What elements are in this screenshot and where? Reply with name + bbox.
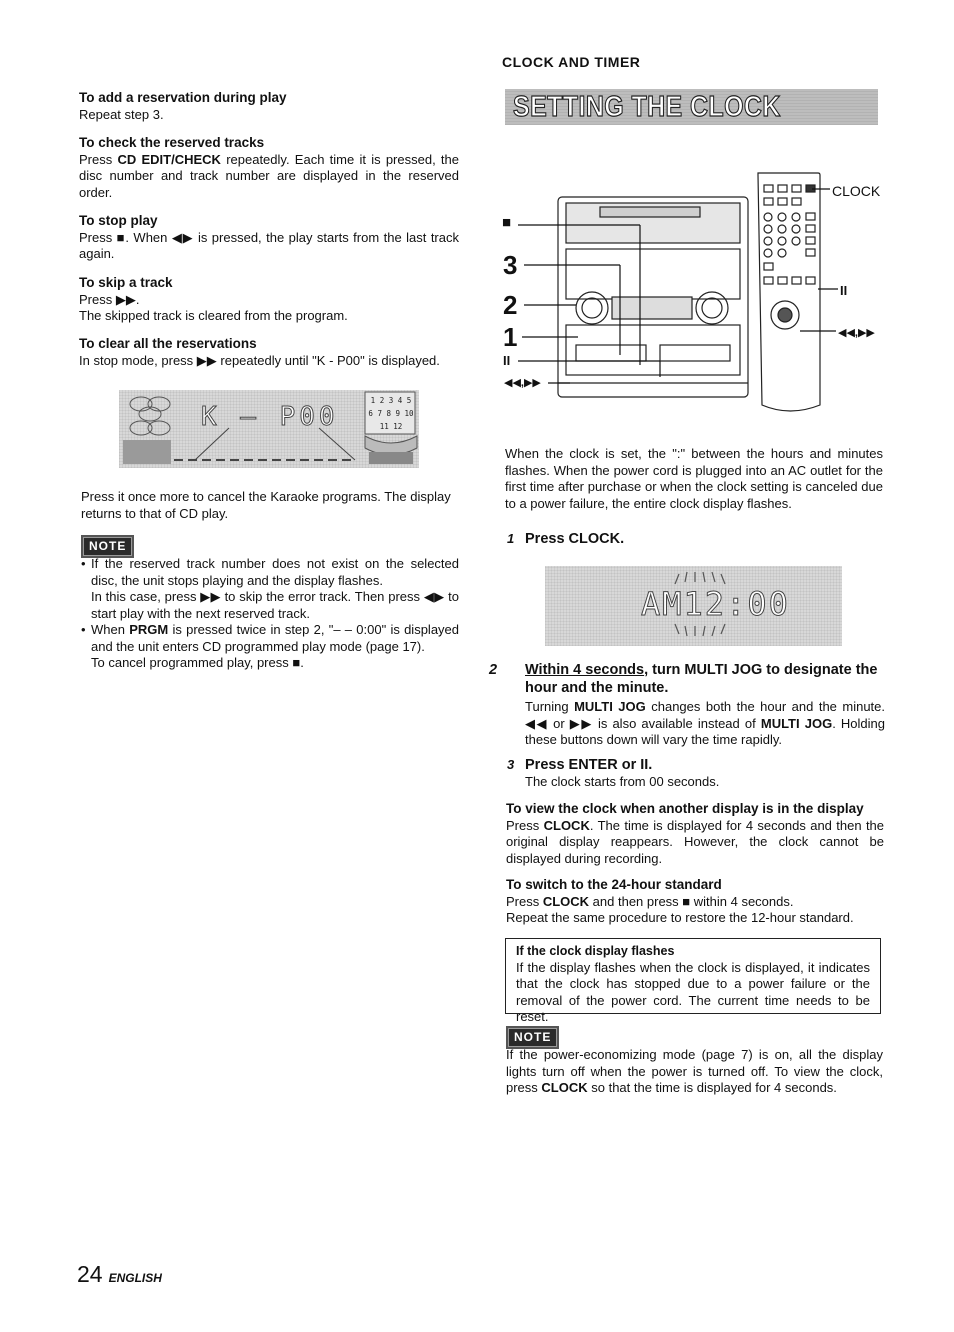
remote-pause-label: II	[840, 283, 848, 298]
clear-reservations-heading: To clear all the reservations	[79, 336, 257, 351]
step-3-body: The clock starts from 00 seconds.	[525, 774, 720, 789]
switch-24h-pre: Press	[506, 893, 543, 909]
step-2	[489, 661, 886, 749]
step-1-pre: Press	[525, 531, 569, 547]
callout-3: 3	[503, 250, 518, 280]
banner-title: SETTING THE CLOCK	[513, 91, 781, 123]
step-2-body-e: . Holding these buttons down will vary the time rapidly.	[525, 715, 886, 747]
multi-jog-label-1: MULTI JOG	[574, 699, 646, 714]
mode-indicators	[123, 440, 171, 464]
page-number: 24	[77, 1261, 103, 1287]
step-2-number: 2	[489, 662, 498, 678]
skip-buttons-label: ◀◀,▶▶	[504, 377, 541, 389]
prgm-label: PRGM	[129, 622, 169, 637]
step-2-rest: , turn MULTI JOG to designate the hour and the minute.	[525, 662, 878, 696]
track-grid-row-3: 11 12	[379, 422, 403, 431]
switch-24h-clock: CLOCK	[542, 893, 590, 909]
right-note-pre: If the power-economizing mode (page 7) is on, all the display lights turn off when the power is turned off. To view the clock, press	[506, 1047, 883, 1095]
view-clock-post: . The time is displayed for 4 seconds and then the original display reappears. However, the clock cannot be displayed during recording.	[506, 817, 885, 866]
left-note-tag-wrap	[81, 535, 461, 558]
view-clock-heading: To view the clock when another display is in the display	[506, 801, 864, 816]
clear-reservations-body: In stop mode, press ▶▶ repeatedly until "K - P00" is displayed.	[79, 352, 440, 368]
disc-icons	[130, 397, 170, 435]
multi-jog-label-2: MULTI JOG	[760, 715, 833, 731]
check-reserved-section	[79, 135, 459, 201]
check-reserved-heading: To check the reserved tracks	[79, 135, 265, 150]
note-2-b: To cancel programmed play, press ■.	[91, 655, 304, 670]
intro-text: When the clock is set, the ":" between the hours and minutes flashes. When the power cord is plugged into an AC outlet for the first time after purchase or when the clock setting is canceled due to a power failure, the entire clock display flashes.	[505, 446, 883, 511]
skip-track-heading: To skip a track	[79, 275, 173, 290]
cd-display-readout: K — P00	[201, 402, 339, 432]
clock-flash-heading: If the clock display flashes	[516, 944, 675, 958]
step-3-number: 3	[507, 757, 515, 772]
system-figure	[500, 165, 890, 420]
track-grid-row-1: 1 2 3 4 5	[370, 396, 412, 405]
skip-track-section	[79, 275, 459, 325]
step-3	[507, 756, 885, 791]
right-note-post: so that the time is displayed for 4 seconds.	[587, 1080, 837, 1095]
step-2-body-c: changes both the hour and the minute. ◀◀ or ▶▶ is also available instead of	[525, 699, 886, 731]
stereo-unit	[558, 197, 748, 397]
track-grid-row-2: 6 7 8 9 10	[368, 409, 414, 418]
left-note-tag: NOTE	[81, 535, 134, 558]
check-reserved-pre: Press	[79, 151, 118, 167]
step-3-title: Press ENTER or II.	[525, 757, 653, 773]
view-clock-pre: Press	[506, 817, 544, 833]
add-reservation-section	[79, 90, 459, 123]
note-2-post: is pressed twice in step 2, "– – 0:00" is displayed and the unit enters CD programmed play mode (page 17).	[91, 622, 460, 654]
after-display-text: Press it once more to cancel the Karaoke programs. The display returns to that of CD play.	[81, 489, 451, 521]
check-reserved-post: repeatedly. Each time it is pressed, the disc number and track number are displayed in the reserved order.	[79, 151, 460, 200]
skip-track-line1: Press ▶▶.	[79, 291, 140, 307]
left-notes	[81, 556, 459, 672]
right-note	[506, 1047, 883, 1097]
pause-button-label: II	[503, 353, 511, 368]
section-banner	[505, 89, 878, 125]
note-2-pre: When	[91, 622, 130, 637]
stop-button-label: ■	[502, 214, 512, 231]
switch-24h-line2: Repeat the same procedure to restore the 12-hour standard.	[506, 910, 854, 925]
intro-section	[505, 446, 883, 512]
note-item-1	[81, 556, 459, 622]
skip-track-line2: The skipped track is cleared from the program.	[79, 308, 348, 323]
callout-2: 2	[503, 290, 518, 320]
add-reservation-heading: To add a reservation during play	[79, 90, 287, 105]
stop-play-body: Press ■. When ◀▶ is pressed, the play starts from the last track again.	[79, 229, 459, 261]
callout-1: 1	[503, 322, 518, 352]
note-item-2	[81, 622, 459, 672]
step-1-post: .	[620, 531, 625, 547]
note-1-b: In this case, press ▶▶ to skip the error track. Then press ◀▶ to start play with the next reserved track.	[91, 589, 459, 621]
switch-24h-heading: To switch to the 24-hour standard	[506, 877, 722, 892]
page-footer	[77, 1261, 162, 1287]
right-note-tag-wrap	[506, 1026, 559, 1049]
step-1-number: 1	[507, 531, 515, 546]
cd-edit-check-label: CD EDIT/CHECK	[117, 151, 221, 167]
clock-flash-body: If the display flashes when the clock is displayed, it indicates that the clock has stopped due to a power failure or the removal of the power cord. The current time needs to be reset.	[516, 959, 870, 1024]
note-1-a: • If the reserved track number does not exist on the selected disc, the unit stops playing and the display flashes.	[91, 556, 459, 588]
track-grid-numbers	[368, 394, 414, 433]
clock-button-label: CLOCK	[832, 183, 881, 199]
cd-display-illustration	[119, 390, 419, 468]
stop-play-section	[79, 213, 459, 263]
clear-reservations-section	[79, 336, 459, 369]
view-clock-section	[506, 801, 884, 867]
stop-play-heading: To stop play	[79, 213, 158, 228]
step-2-underlined: Within 4 seconds	[525, 662, 645, 678]
stereo-and-remote-illustration	[500, 165, 890, 420]
remote-skip-label: ◀◀,▶▶	[838, 327, 875, 339]
view-clock-clock: CLOCK	[543, 817, 590, 833]
clock-flash-box	[505, 938, 881, 1024]
clock-display-illustration	[545, 566, 842, 646]
step-1	[507, 530, 885, 548]
switch-24h-section	[506, 877, 884, 927]
clock-display-readout: AM12:00	[641, 585, 790, 623]
section-label: CLOCK AND TIMER	[502, 54, 641, 70]
right-note-tag: NOTE	[506, 1026, 559, 1049]
page-language: ENGLISH	[108, 1271, 162, 1285]
add-reservation-body: Repeat step 3.	[79, 106, 164, 122]
step-2-body-a: Turning	[525, 699, 575, 714]
after-display-section	[81, 489, 461, 522]
step-1-clock: CLOCK	[568, 531, 621, 547]
remote-control	[758, 173, 820, 411]
switch-24h-post: and then press ■ within 4 seconds.	[589, 893, 794, 909]
right-note-clock: CLOCK	[541, 1080, 588, 1095]
